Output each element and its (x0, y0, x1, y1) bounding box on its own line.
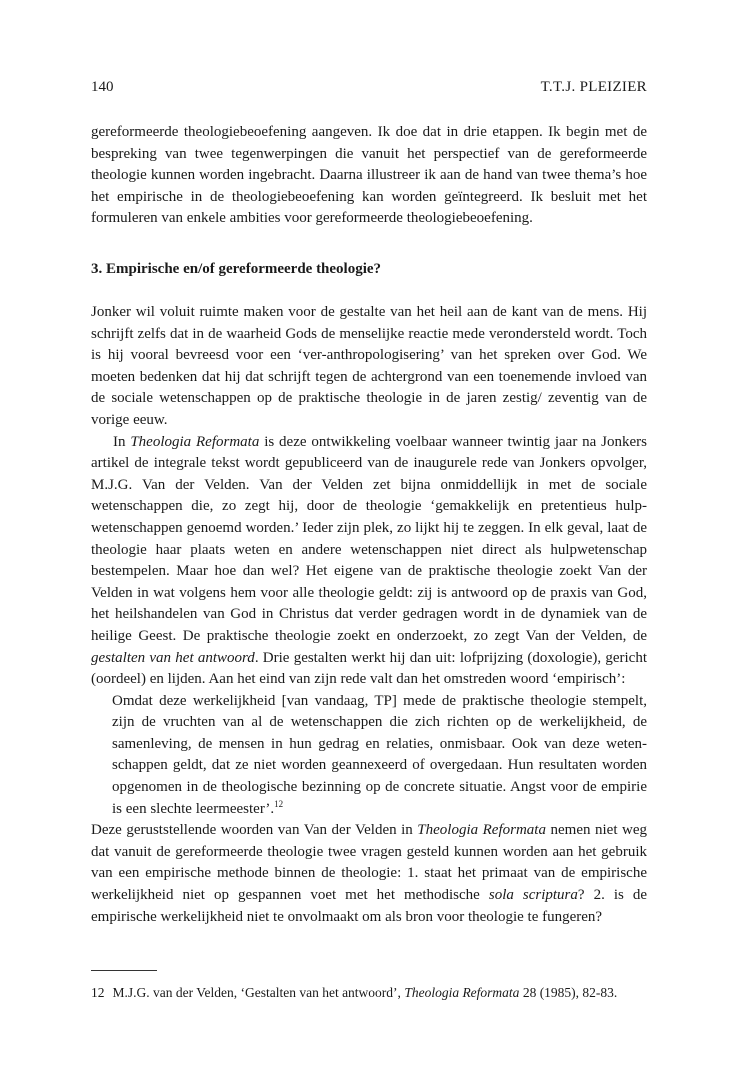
intro-paragraph-block (91, 122, 647, 230)
journal-title: Theologia Reformata (417, 822, 546, 839)
footnote-divider (91, 970, 157, 971)
section-heading: 3. Empirische en/of gereformeerde theologie? (91, 261, 382, 277)
block-quote: Omdat deze werkelijkheid [van vandaag, TP] mede de praktische theologie stempelt, zijn de vruchten van al de wetenschappen die zich richten op de werkelijkheid, de samenleving, de mensen in hun gedrag en relaties, onmisbaar. Ook van deze wetenschappen geldt, dat ze niet worden geannexeerd of overgedaan. Hun resultaten worden opgenomen in de theologische bezinning op de concrete situatie. Angst voor de empirie is een slechte leermeester’.$^{12}$ (112, 692, 647, 817)
footnote: 12 M.J.G. van der Velden, ‘Gestalten van het antwoord’, Theologia Reformata 28 (1985), 82-83. (91, 985, 618, 1000)
italic-phrase: sola scriptura (488, 887, 578, 904)
main-text-block (91, 302, 647, 928)
journal-title: Theologia Reformata (130, 433, 260, 450)
running-head: T.T.J. PLEIZIER (540, 79, 647, 95)
footnote-number: 12 (91, 985, 105, 1000)
intro-paragraph: gereformeerde theologiebeoefening aangeven. Ik doe dat in drie etappen. Ik begin met de bespreking van twee tegenwerpingen die vanuit het perspectief van de gereformeerde theologie kunnen worden ingebracht. Daarna illustreer ik aan de hand van twee thema’s hoe het empirische in de theologiebeoefening kan worden geïntegreerd. Ik besluit met het formuleren van enkele ambities voor gereformeerde theologiebeoefening. (91, 124, 647, 227)
paragraph-final: Deze geruststellende woorden van Van der Velden in Theologia Reformata nemen niet weg dat vanuit de gereformeerde theologie twee vragen gesteld kunnen worden aan het gebruik van een empirische methode binnen de theologie: 1. staat het primaat van de empirische werkelijkheid niet op gespannen voet met het methodische sola scriptura? 2. is de empirische werkelijkheid niet te onvolmaakt om als bron voor theologie te fungeren? (91, 822, 648, 925)
paragraph-velden: In Theologia Reformata is deze ontwikkeling voelbaar wanneer twintig jaar na Jonkers artikel de integrale tekst wordt gepubliceerd van de inaugurele rede van Jonkers opvolger, M.J.G. Van der Velden. Van der Velden zet bijna onmiddellijk in met de sociale wetenschappen die, zo zegt hij, door de theologie ‘gemakkelijk en pretentieus hulpwetenschappen genoemd worden.’ Ieder zijn plek, zo lijkt hij te zeggen. In elk geval, laat de theologie haar plaats weten en andere wetenschappen niet direct als hulpwetenschap bestempelen. Maar hoe dan wel? Het eigene van de praktische theologie zoekt Van der Velden in wat volgens hem voor alle theologie geldt: zij is antwoord op de praxis van God, het heilshandelen van God in Christus dat verder gedragen wordt in de dynamiek van de heilige Geest. De praktische theologie zoekt en onderzoekt, zo zegt Van der Velden, de gestalten van het antwoord. Drie gestalten werkt hij dan uit: lofprijzing (doxologie), gericht (oordeel) en lijden. Aan het eind van zijn rede valt dan het omstreden woord ‘empirisch’: (91, 433, 648, 688)
paragraph-jonker: Jonker wil voluit ruimte maken voor de gestalte van het heil aan de kant van de mens. Hij schrijft zelfs dat in de waarheid Gods de menselijke reactie mede verondersteld wordt. Toch is hij vooral bevreesd voor een ‘ver-anthropologisering’ van het spreken over God. We moeten bedenken dat hij dat schrijft tegen de achtergrond van een toenemende invloed van de sociale wetenschappen op de praktische theologie in de jaren zestig/ zeventig van de vorige eeuw. (91, 304, 647, 428)
page-header (91, 76, 647, 98)
footnote-ref[interactable]: 12 (274, 798, 284, 809)
journal-title: Theologia Reformata (404, 985, 520, 1000)
page-number: 140 (91, 79, 114, 95)
italic-phrase: gestalten van het antwoord (91, 649, 255, 666)
